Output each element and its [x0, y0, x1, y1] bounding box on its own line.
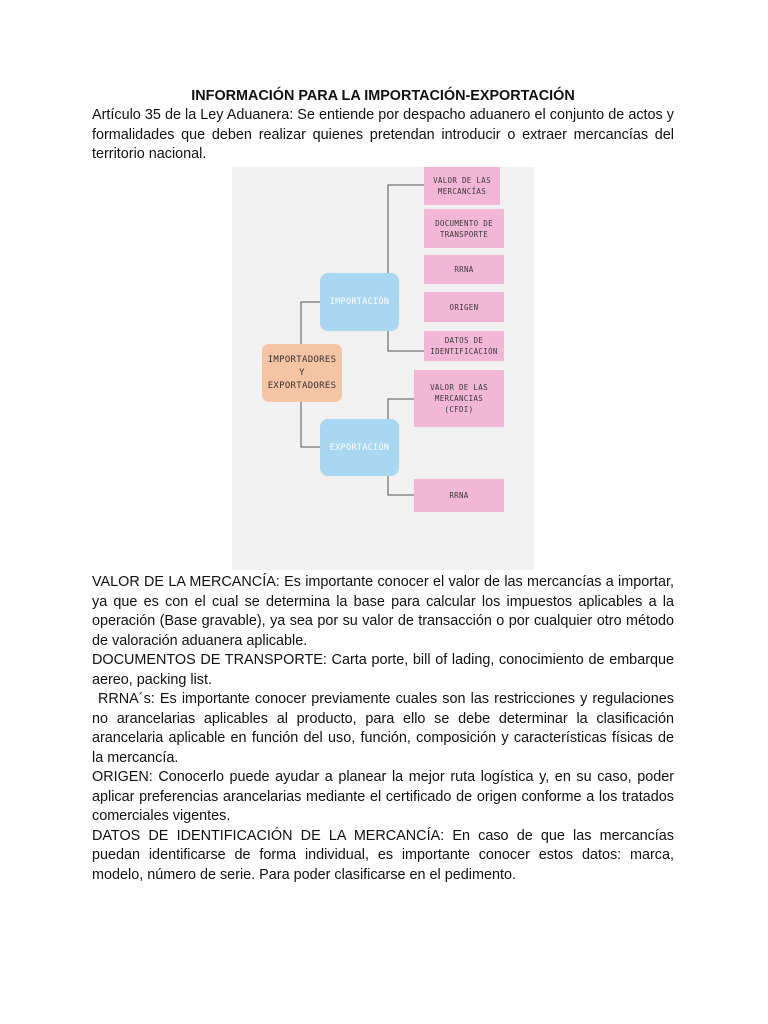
node-valor-mercancias-cfdi: VALOR DE LAS MERCANCIAS (CFDI) — [414, 370, 504, 427]
connector-root-export — [301, 397, 322, 447]
connector-root — [301, 302, 322, 345]
body-sections — [92, 573, 674, 885]
section-rrnas: RRNA´s: Es importante conocer previamente cuales son las restricciones y regulaciones no arancelarias aplicables al producto, para ello se debe determinar la clasificación arancelaria aplicable en función del uso, función, composición y características físicas de la mercancía. — [92, 691, 674, 766]
intro-paragraph — [92, 106, 674, 165]
section-documentos-transporte: DOCUMENTOS DE TRANSPORTE: Carta porte, bill of lading, conocimiento de embarque aereo, packing list. — [92, 652, 674, 688]
node-importadores-exportadores: IMPORTADORES Y EXPORTADORES — [262, 344, 342, 402]
node-origen: ORIGEN — [424, 292, 504, 322]
node-documento-transporte: DOCUMENTO DE TRANSPORTE — [424, 209, 504, 248]
node-rrna-import: RRNA — [424, 255, 504, 284]
node-valor-mercancias: VALOR DE LAS MERCANCÍAS — [424, 167, 500, 205]
document-title: INFORMACIÓN PARA LA IMPORTACIÓN-EXPORTACIÓN — [191, 88, 575, 104]
node-exportacion: EXPORTACIÓN — [320, 419, 399, 476]
section-valor-mercancia: VALOR DE LA MERCANCÍA: Es importante conocer el valor de las mercancías a importar, ya que es con el cual se determina la base para calcular los impuestos aplicables a la operación (Base gravable), ya sea por su valor de transacción o por cualquier otro método de valoración aduanera aplicable. — [92, 574, 674, 649]
intro-text: Artículo 35 de la Ley Aduanera: Se entiende por despacho aduanero el conjunto de actos y formalidades que deben realizar quienes pretendan introducir o extraer mercancías del territorio nacional. — [92, 107, 674, 162]
connector-exp-bottom — [388, 475, 414, 495]
section-datos-identificacion: DATOS DE IDENTIFICACIÓN DE LA MERCANCÍA: En caso de que las mercancías puedan identificarse de forma individual, es importante conocer estos datos: marca, modelo, número de serie. Para poder clasificarse en el pedimento. — [92, 827, 674, 883]
node-importacion: IMPORTACIÓN — [320, 273, 399, 331]
section-origen: ORIGEN: Conocerlo puede ayudar a planear la mejor ruta logística y, en su caso, poder aplicar preferencias arancelarias mediante el certificado de origen conforme a los tratados comerciales vigentes. — [92, 769, 674, 824]
node-rrna-export: RRNA — [414, 479, 504, 512]
connector-imp-bottom — [388, 330, 424, 351]
connector-exp-top — [388, 399, 414, 420]
flow-diagram — [232, 167, 534, 570]
connector-imp-top — [388, 185, 424, 274]
node-datos-identificacion: DATOS DE IDENTIFICACIÓN — [424, 331, 504, 361]
